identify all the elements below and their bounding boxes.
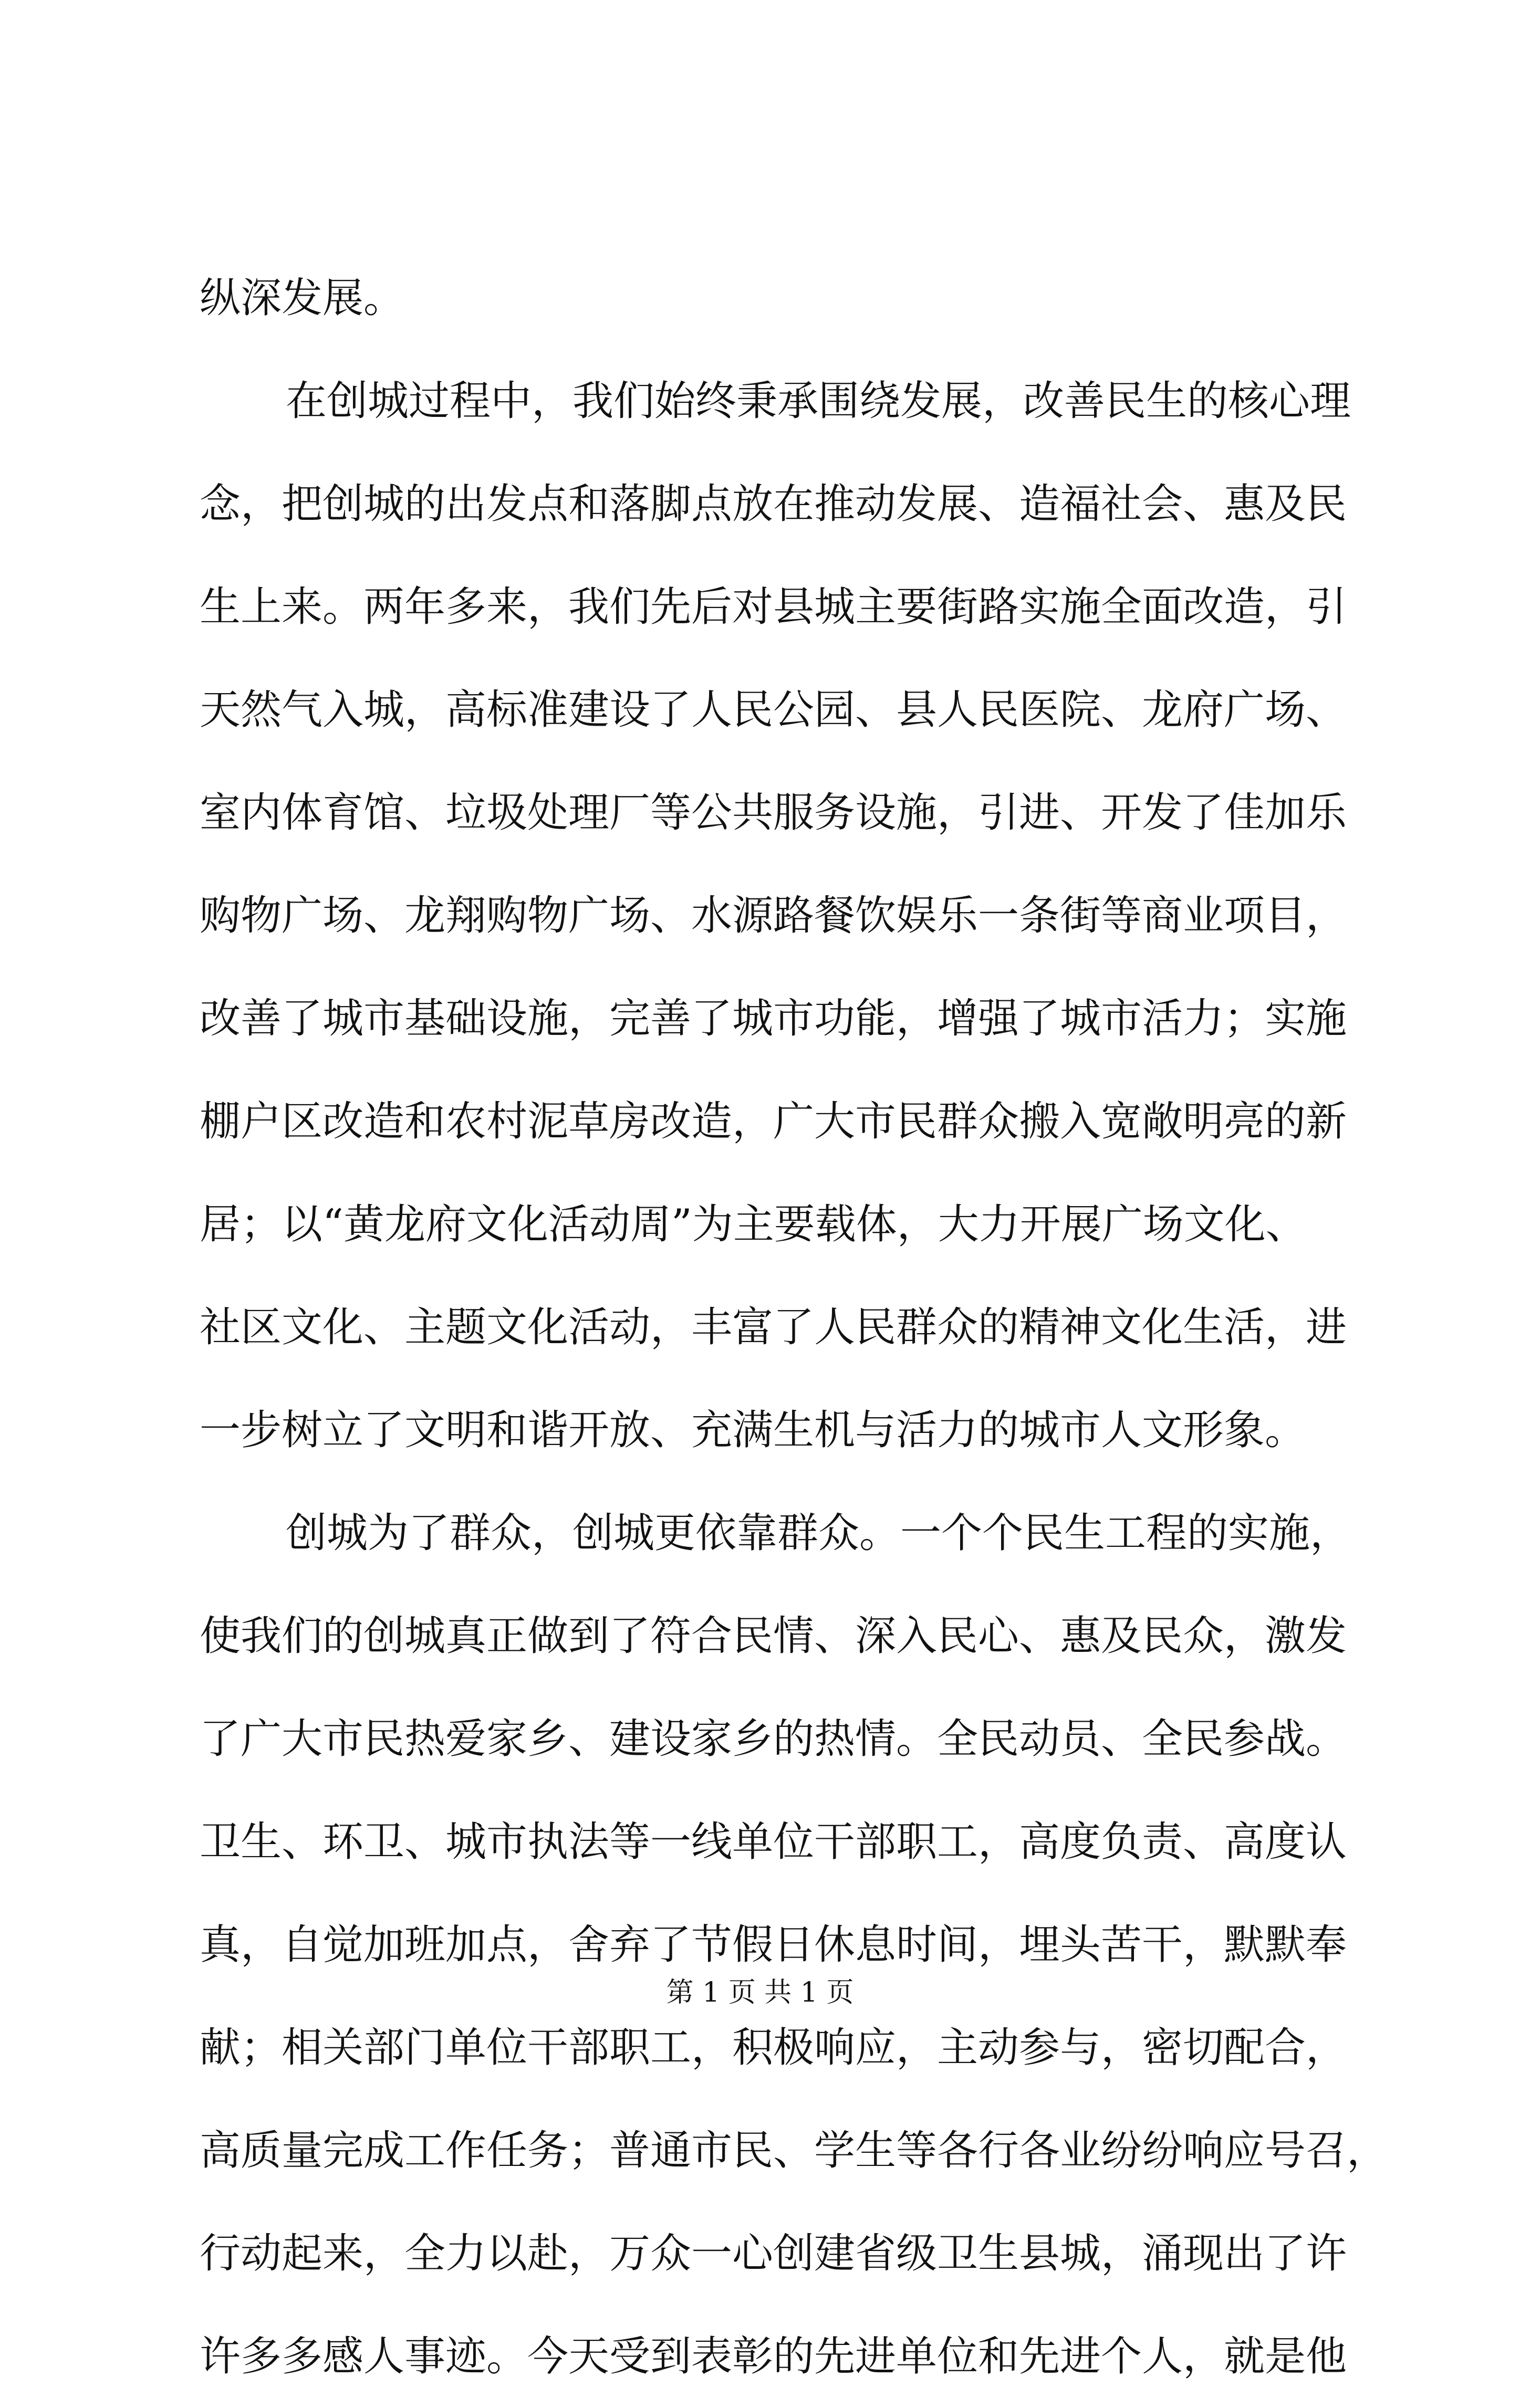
- text-line: 了广大市民热爱家乡、建设家乡的热情。全民动员、全民参战。: [200, 1715, 1347, 1763]
- paragraph-start-line: 创城为了群众，创城更依靠群众。一个个民生工程的实施，: [286, 1510, 1351, 1557]
- text-line: 生上来。两年多来，我们先后对县城主要街路实施全面改造，引: [200, 583, 1347, 631]
- text-line: 天然气入城，高标准建设了人民公园、县人民医院、龙府广场、: [200, 686, 1347, 734]
- page-number-footer: 第 1 页 共 1 页: [666, 1977, 854, 2008]
- text-line: 高质量完成工作任务；普通市民、学生等各行各业纷纷响应号召，: [200, 2127, 1388, 2174]
- text-line: 棚户区改造和农村泥草房改造，广大市民群众搬入宽敞明亮的新: [200, 1098, 1347, 1145]
- text-line: 改善了城市基础设施，完善了城市功能，增强了城市活力；实施: [200, 995, 1347, 1042]
- text-line: 居；以“黄龙府文化活动周”为主要载体，大力开展广场文化、: [200, 1201, 1307, 1248]
- text-line: 行动起来，全力以赴，万众一心创建省级卫生县城，涌现出了许: [200, 2230, 1347, 2277]
- text-line: 一步树立了文明和谐开放、充满生机与活力的城市人文形象。: [200, 1407, 1306, 1454]
- text-line: 纵深发展。: [200, 275, 405, 322]
- document-body: [200, 247, 1388, 2408]
- text-line: 卫生、环卫、城市执法等一线单位干部职工，高度负责、高度认: [200, 1818, 1347, 1866]
- text-line: 社区文化、主题文化活动，丰富了人民群众的精神文化生活，进: [200, 1304, 1347, 1351]
- text-line: 使我们的创城真正做到了符合民情、深入民心、惠及民众，激发: [200, 1613, 1347, 1660]
- text-line: 购物广场、龙翔购物广场、水源路餐饮娱乐一条街等商业项目，: [200, 892, 1347, 939]
- text-line: 许多多感人事迹。今天受到表彰的先进单位和先进个人，就是他: [200, 2333, 1347, 2380]
- text-line: 念，把创城的出发点和落脚点放在推动发展、造福社会、惠及民: [200, 480, 1347, 528]
- paragraph-start-line: 在创城过程中，我们始终秉承围绕发展，改善民生的核心理: [286, 378, 1351, 425]
- text-line: 真，自觉加班加点，舍弃了节假日休息时间，埋头苦干，默默奉: [200, 1921, 1347, 1969]
- text-line: 室内体育馆、垃圾处理厂等公共服务设施，引进、开发了佳加乐: [200, 789, 1347, 836]
- text-line: 献；相关部门单位干部职工，积极响应，主动参与，密切配合，: [200, 2024, 1347, 2071]
